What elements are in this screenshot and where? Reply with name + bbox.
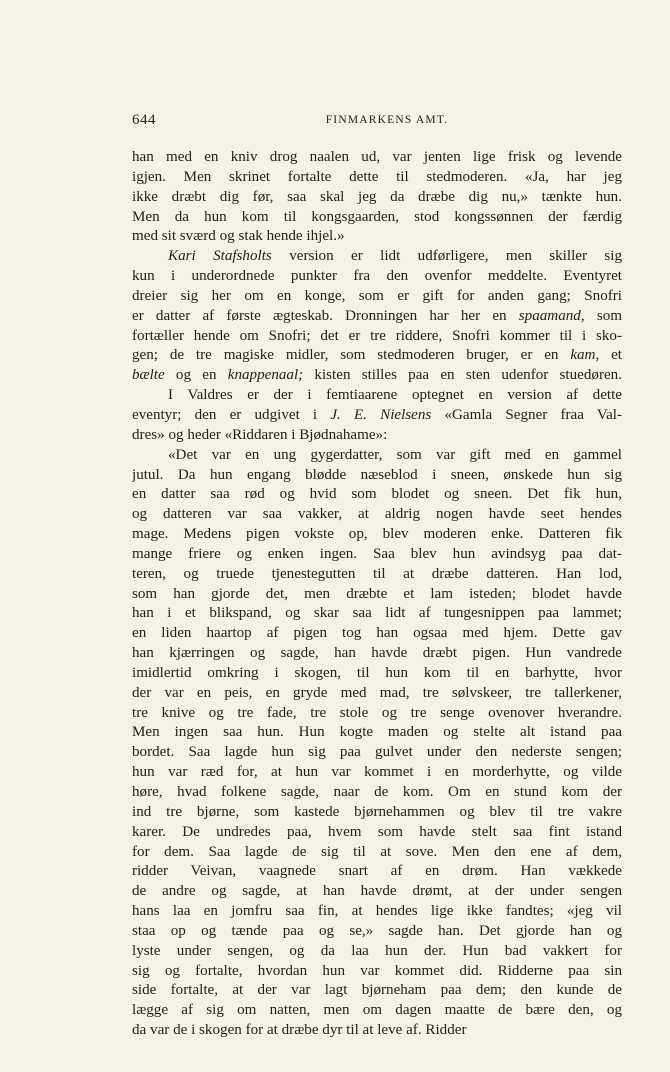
- text-line: tre knive og tre fade, tre stole og tre senge ovenover hverandre.: [132, 704, 622, 721]
- text-segment: eventyr; den er udgivet i: [132, 406, 331, 423]
- text-line: som han gjorde det, men dræbte et lam isteden; blodet havde: [132, 585, 622, 602]
- text-line: han kjærringen og sagde, han havde dræbt pigen. Hun vandrede: [132, 645, 622, 662]
- text-line: mage. Medens pigen vokste op, blev moderen enke. Datteren fik: [132, 526, 622, 543]
- text-line: for dem. Saa lagde de sig til at sove. Men den ene af dem,: [132, 843, 622, 860]
- text-line: [132, 366, 622, 386]
- text-segment: Kari Stafsholts: [168, 248, 272, 265]
- page-number: 644: [132, 112, 156, 128]
- text-segment: gen; de tre magiske midler, som stedmoderen bruger, er en: [132, 347, 571, 364]
- text-line: de andre og sagde, at han havde drømt, at der under sengen: [132, 883, 622, 900]
- text-segment: kam: [570, 347, 596, 364]
- text-line: dreier sig her om en konge, som er gift for anden gang; Snofri: [132, 287, 622, 304]
- text-segment: , et: [595, 347, 622, 364]
- text-line: I Valdres er der i femtiaarene optegnet en version af dette: [168, 387, 622, 404]
- body-text: [132, 148, 622, 1041]
- text-line: hun var ræd for, at hun var kommet i en morderhytte, og vilde: [132, 764, 622, 781]
- text-segment: og en: [164, 367, 228, 384]
- text-line: lyste under sengen, og da laa hun der. Hun bad vakkert for: [132, 942, 622, 959]
- text-line: han med en kniv drog naalen ud, var jenten lige frisk og levende: [132, 149, 622, 165]
- text-segment: kisten stilles paa en sten udenfor stuedøren.: [303, 367, 622, 384]
- text-line: [132, 406, 622, 426]
- text-line: med sit sværd og stak hende ihjel.»: [132, 228, 345, 245]
- text-line: [132, 346, 622, 366]
- page-header: [132, 112, 622, 132]
- text-segment: «Gamla Segner fraa Val-: [431, 406, 622, 423]
- text-line: [132, 307, 622, 327]
- text-segment: J. E. Nielsens: [330, 406, 432, 423]
- text-line: jutul. Da hun engang blødde næseblod i sneen, ønskede hun sig: [132, 466, 622, 483]
- text-line: lægge af sig om natten, men om dagen maatte de bære den, og: [132, 1002, 622, 1019]
- running-title: FINMARKENS AMT.: [325, 114, 449, 126]
- text-line: en liden haartop af pigen tog han ogsaa med hjem. Dette gav: [132, 625, 622, 642]
- text-line: staa op og tænde paa og se,» sagde han. Det gjorde han og: [132, 922, 622, 939]
- text-line: der var en peis, en gryde med mad, tre sølvskeer, tre tallerkener,: [132, 684, 622, 701]
- text-line: Men ingen saa hun. Hun kogte maden og stelte alt istand paa: [132, 724, 622, 741]
- text-line: Men da hun kom til kongsgaarden, stod kongssønnen der færdig: [132, 208, 622, 225]
- text-segment: , som: [580, 307, 622, 324]
- text-segment: bælte: [132, 367, 165, 384]
- text-line: bordet. Saa lagde hun sig paa gulvet under den nederste sengen;: [132, 744, 622, 761]
- text-line: da var de i skogen for at dræbe dyr til at leve af. Ridder: [132, 1022, 467, 1039]
- text-line: «Det var en ung gygerdatter, som var gift med en gammel: [168, 446, 622, 463]
- text-line: dres» og heder «Riddaren i Bjødnahame»:: [132, 426, 388, 443]
- text-line: mange friere og enken ingen. Saa blev hun avindsyg paa dat-: [132, 545, 622, 562]
- text-line: sig og fortalte, hvordan hun var kommet did. Ridderne paa sin: [132, 962, 622, 979]
- text-segment: version er lidt udførligere, men skiller sig: [271, 248, 622, 265]
- text-line: fortæller hende om Snofri; det er tre riddere, Snofri kommer til i sko-: [132, 327, 622, 344]
- text-line: ikke dræbt dig før, saa skal jeg da dræbe dig nu,» tænkte hun.: [132, 188, 622, 205]
- text-line: kun i underordnede punkter fra den ovenfor meddelte. Eventyret: [132, 268, 622, 285]
- text-line: [132, 247, 622, 267]
- text-line: ridder Veivan, vaagnede snart af en drøm. Han vækkede: [132, 863, 622, 880]
- text-line: karer. De undredes paa, hvem som havde stelt saa fint istand: [132, 823, 622, 840]
- text-line: side fortalte, at der var lagt bjørneham paa dem; den kunde de: [132, 982, 622, 999]
- text-line: en datter saa rød og hvid som blodet og sneen. Det fik hun,: [132, 486, 622, 503]
- text-line: teren, og truede tjenestegutten til at dræbe datteren. Han lod,: [132, 565, 622, 582]
- text-line: imidlertid omkring i skogen, til hun kom til en barhytte, hvor: [132, 664, 622, 681]
- text-line: høre, hvad folkene sagde, naar de kom. Om en stund kom der: [132, 784, 622, 800]
- text-segment: knappenaal;: [227, 367, 304, 384]
- text-line: hans laa en jomfru saa fin, at hendes lige ikke fandtes; «jeg vil: [132, 903, 622, 920]
- text-segment: er datter af første ægteskab. Dronningen har her en: [132, 307, 519, 324]
- text-line: ind tre bjørne, som kastede bjørnehammen og blev til tre vakre: [132, 803, 622, 820]
- text-line: igjen. Men skrinet fortalte dette til stedmoderen. «Ja, har jeg: [132, 168, 622, 185]
- text-line: og datteren var saa vakker, at aldrig nogen havde seet hendes: [132, 506, 622, 523]
- text-line: han i et blikspand, og skar saa lidt af tungesnippen paa lammet;: [132, 605, 622, 622]
- text-segment: spaamand: [518, 307, 581, 324]
